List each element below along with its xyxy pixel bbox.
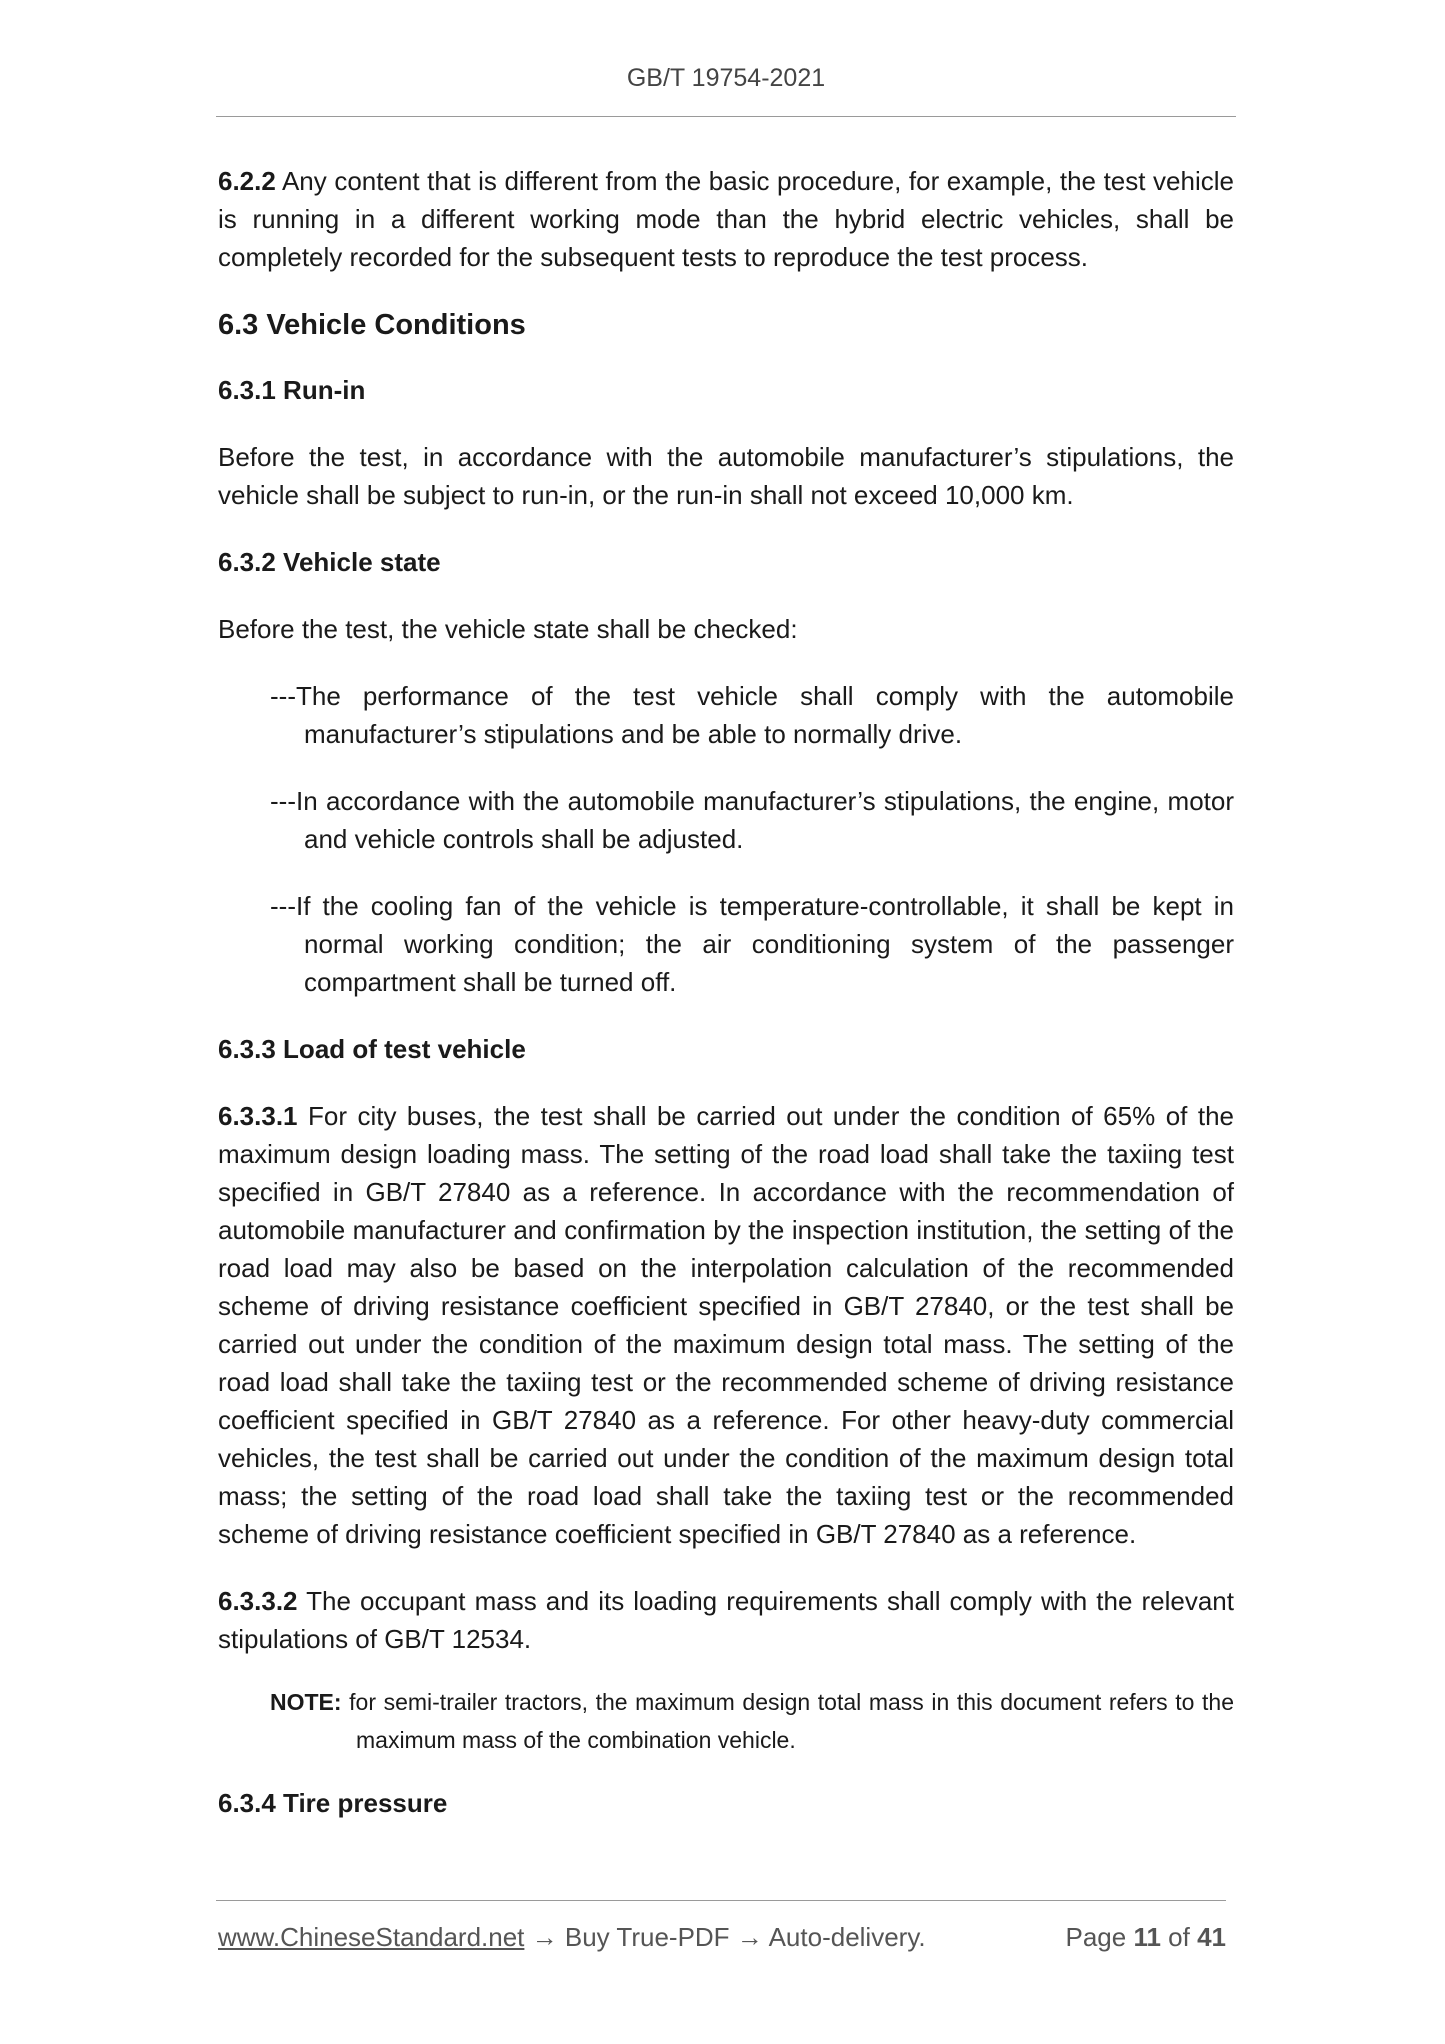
paragraph-run-in: Before the test, in accordance with the automobile manufacturer’s stipulations, the vehicle shall be subject to run-in, or the run-in shall not exceed 10,000 km.	[218, 442, 1234, 510]
current-page: 11	[1133, 1922, 1161, 1952]
clause-6-2-2	[218, 162, 1234, 276]
delivery-text: Auto-delivery.	[768, 1922, 926, 1952]
subsection-heading-6-3-1: 6.3.1 Run-in	[218, 375, 366, 405]
arrow-right-icon: →	[729, 1922, 769, 1952]
page-header-title: GB/T 19754-2021	[626, 64, 826, 92]
clause-number: 6.3.3.1	[218, 1101, 298, 1131]
document-body	[218, 162, 1234, 1851]
arrow-right-icon: →	[524, 1922, 565, 1952]
footer-divider	[216, 1900, 1226, 1901]
clause-number: 6.3.3.2	[218, 1586, 298, 1616]
note-label: NOTE:	[270, 1689, 342, 1715]
note-text: for semi-trailer tractors, the maximum design total mass in this document refers to the maximum mass of the combination vehicle.	[341, 1689, 1234, 1753]
list-item: ---In accordance with the automobile manufacturer’s stipulations, the engine, motor and vehicle controls shall be adjusted.	[270, 786, 1234, 854]
subsection-heading-6-3-2: 6.3.2 Vehicle state	[218, 547, 441, 577]
subsection-heading-6-3-4: 6.3.4 Tire pressure	[218, 1788, 448, 1818]
website-link[interactable]: www.ChineseStandard.net	[218, 1922, 525, 1952]
buy-text: Buy True-PDF	[564, 1922, 730, 1952]
paragraph-vehicle-state: Before the test, the vehicle state shall be checked:	[218, 614, 798, 644]
page-number	[1065, 1922, 1226, 1953]
page-label: Page	[1065, 1922, 1134, 1952]
clause-text: The occupant mass and its loading requirements shall comply with the relevant stipulations of GB/T 12534.	[218, 1586, 1234, 1654]
clause-6-3-3-1	[218, 1097, 1234, 1553]
header-divider	[216, 116, 1236, 117]
note	[270, 1683, 1234, 1759]
clause-number: 6.2.2	[218, 166, 276, 196]
clause-text: Any content that is different from the basic procedure, for example, the test vehicle is running in a different working mode than the hybrid electric vehicles, shall be completely recorded for the subsequent tests to reproduce the test process.	[218, 166, 1234, 272]
list-item: ---If the cooling fan of the vehicle is temperature-controllable, it shall be kept in normal working condition; the air conditioning system of the passenger compartment shall be turned off.	[270, 891, 1234, 997]
list-item: ---The performance of the test vehicle shall comply with the automobile manufacturer’s stipulations and be able to normally drive.	[270, 681, 1234, 749]
of-label: of	[1160, 1922, 1198, 1952]
total-pages: 41	[1197, 1922, 1226, 1952]
footer-promo	[218, 1922, 926, 1953]
clause-text: For city buses, the test shall be carried out under the condition of 65% of the maximum design loading mass. The setting of the road load shall take the taxiing test specified in GB/T 27840 as a reference. In accordance with the recommendation of automobile manufacturer and confirmation by the inspection institution, the setting of the road load may also be based on the interpolation calculation of the recommended scheme of driving resistance coefficient specified in GB/T 27840, or the test shall be carried out under the condition of the maximum design total mass. The setting of the road load shall take the taxiing test or the recommended scheme of driving resistance coefficient specified in GB/T 27840 as a reference. For other heavy-duty commercial vehicles, the test shall be carried out under the condition of the maximum design total mass; the setting of the road load shall take the taxiing test or the recommended scheme of driving resistance coefficient specified in GB/T 27840 as a reference.	[218, 1101, 1234, 1549]
subsection-heading-6-3-3: 6.3.3 Load of test vehicle	[218, 1034, 526, 1064]
clause-6-3-3-2	[218, 1582, 1234, 1658]
section-heading-6-3: 6.3 Vehicle Conditions	[218, 309, 526, 341]
